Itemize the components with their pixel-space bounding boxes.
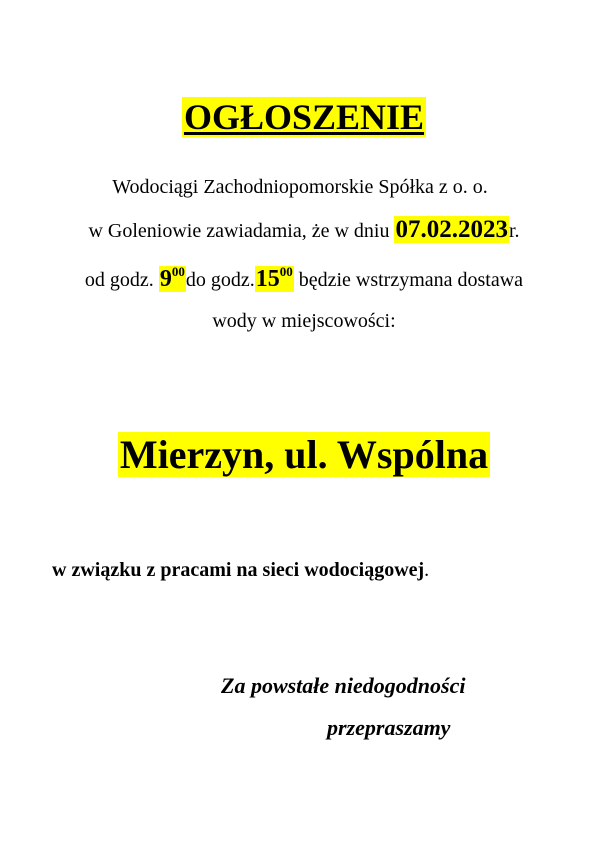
date-suffix: r. xyxy=(508,220,520,242)
end-time xyxy=(255,266,294,292)
start-minutes: 00 xyxy=(171,264,185,279)
locality-label: wody w miejscowości: xyxy=(212,310,396,332)
start-hour: 9 xyxy=(159,266,172,292)
hours-prefix: od godz. xyxy=(84,269,159,291)
body-line-locality-label xyxy=(0,308,608,334)
body-line-company xyxy=(0,174,608,200)
outage-date: 07.02.2023 xyxy=(395,216,508,243)
company-name: Wodociągi Zachodniopomorskie Spółka z o. o. xyxy=(112,176,488,198)
apology-line-2: przepraszamy xyxy=(327,715,451,740)
end-hour: 15 xyxy=(255,266,280,292)
title-text: OGŁOSZENIE xyxy=(183,97,425,137)
body-line-date xyxy=(0,217,608,244)
announcement-title xyxy=(0,96,608,138)
location-text: Mierzyn, ul. Wspólna xyxy=(119,432,489,477)
reason-period: . xyxy=(424,559,430,581)
date-prefix: w Goleniowie zawiadamia, że w dniu xyxy=(88,220,395,242)
location-heading xyxy=(0,432,608,478)
body-line-hours xyxy=(0,266,608,293)
end-minutes: 00 xyxy=(279,264,293,279)
apology-line-1: Za powstałe niedogodności xyxy=(221,673,466,698)
start-time xyxy=(159,266,186,292)
reason-line xyxy=(52,557,429,583)
hours-middle: do godz. xyxy=(185,269,255,291)
hours-suffix: będzie wstrzymana dostawa xyxy=(293,269,524,291)
reason-text: w związku z pracami na sieci wodociągowej xyxy=(52,559,425,581)
